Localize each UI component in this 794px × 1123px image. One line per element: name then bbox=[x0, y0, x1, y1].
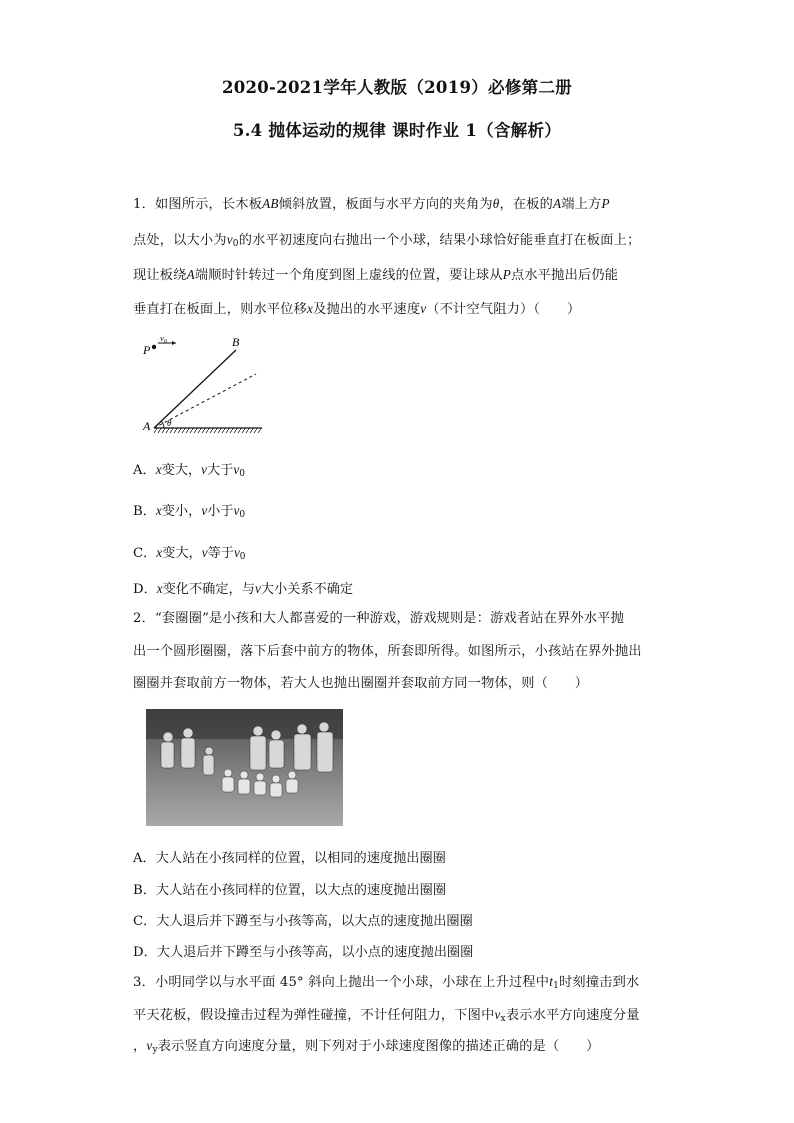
q3-line2: 平天花板，假设撞击过程为弹性碰撞，不计任何阻力，下图中$v_x$表示水平方向速度分量 bbox=[133, 1007, 640, 1024]
q1-option-b[interactable]: B．x变小，v小于$v_0$ bbox=[133, 503, 246, 520]
point-p-dot bbox=[152, 345, 156, 349]
page-title-line1: 2020-2021学年人教版（2019）必修第二册 bbox=[221, 78, 573, 97]
label-p: P bbox=[143, 343, 151, 357]
q1-line3: 现让板绕A端顺时针转过一个角度到图上虚线的位置，要让球从P点水平抛出后仍能 bbox=[133, 267, 619, 283]
q1-option-a[interactable]: A．x变大，v大于$v_0$ bbox=[133, 462, 245, 479]
q2-option-b[interactable]: B．大人站在小孩同样的位置，以大点的速度抛出圈圈 bbox=[133, 883, 447, 898]
q2-option-c[interactable]: C．大人退后并下蹲至与小孩等高，以大点的速度抛出圈圈 bbox=[133, 914, 473, 929]
q2-option-d[interactable]: D．大人退后并下蹲至与小孩等高，以小点的速度抛出圈圈 bbox=[133, 945, 474, 960]
page-title-line2: 5.4 抛体运动的规律 课时作业 1（含解析） bbox=[232, 121, 562, 140]
label-v0: $v_0$ bbox=[160, 334, 167, 345]
q2-line3: 圈圈并套取前方一物体，若大人也抛出圈圈并套取前方同一物体，则（ ） bbox=[133, 676, 589, 691]
q1-line4: 垂直打在板面上，则水平位移x及抛出的水平速度v（不计空气阻力）（ ） bbox=[133, 301, 581, 317]
q1-option-d[interactable]: D．x变化不确定，与v大小关系不确定 bbox=[133, 581, 354, 597]
q1-line1: 1．如图所示，长木板AB倾斜放置，板面与水平方向的夹角为θ，在板的A端上方P bbox=[133, 196, 610, 212]
photo-foliage bbox=[146, 709, 343, 739]
q2-line2: 出一个圆形圈圈，落下后套中前方的物体，所套即所得。如图所示，小孩站在界外抛出 bbox=[133, 644, 642, 659]
label-b: B bbox=[232, 335, 240, 349]
q1-option-c[interactable]: C．x变大，v等于$v_0$ bbox=[133, 545, 246, 562]
q3-line1: 3．小明同学以与水平面 45° 斜向上抛出一个小球，小球在上升过程中$t_1$时刻撞击到水 bbox=[133, 974, 640, 991]
q2-line1: 2．“套圈圈”是小孩和大人都喜爱的一种游戏，游戏规则是：游戏者站在界外水平抛 bbox=[133, 611, 625, 626]
q1-line2: 点处，以大小为$v_0$的水平初速度向右抛出一个小球，结果小球恰好能垂直打在板面上； bbox=[133, 232, 641, 249]
arrow-head bbox=[172, 341, 176, 345]
ground-hatch bbox=[154, 428, 262, 433]
ring-toss-photo bbox=[146, 709, 343, 826]
incline-diagram bbox=[140, 334, 270, 438]
label-a: A bbox=[143, 419, 151, 433]
q3-line3: ，$v_y$表示竖直方向速度分量，则下列对于小球速度图像的描述正确的是（ ） bbox=[133, 1038, 600, 1055]
board-ab bbox=[154, 350, 236, 428]
q2-option-a[interactable]: A．大人站在小孩同样的位置，以相同的速度抛出圈圈 bbox=[133, 851, 446, 866]
label-theta: θ bbox=[167, 418, 172, 428]
